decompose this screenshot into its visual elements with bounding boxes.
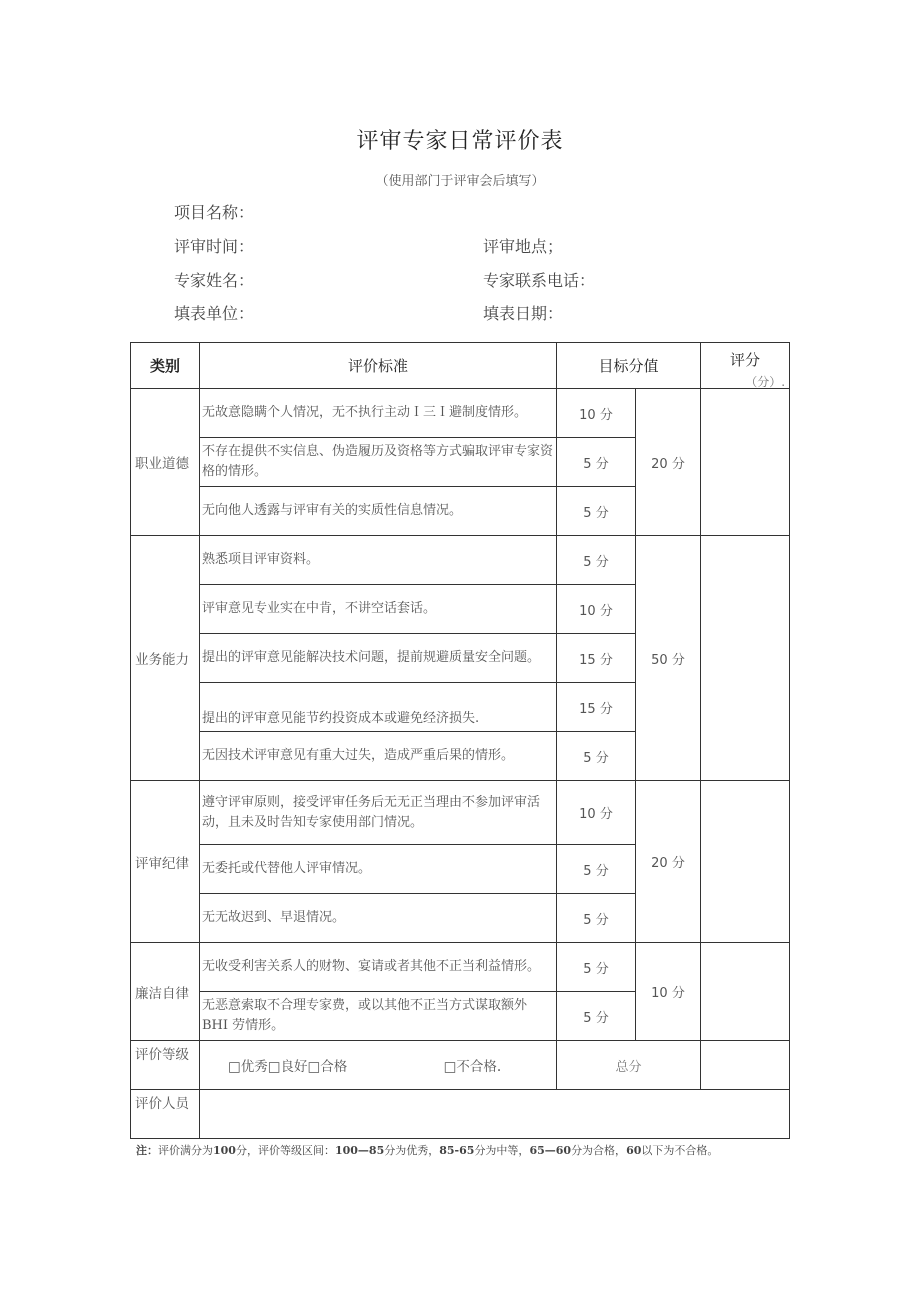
expert-phone-field[interactable]: 专家联系电话： [483,271,596,290]
note-value: 65—60 [529,1144,572,1157]
table-row [131,536,790,585]
points-cell: 5 分 [557,732,636,781]
criteria-cell: 熟悉项目评审资料。 [200,536,557,585]
note-value: 85-65 [439,1144,475,1157]
points-cell: 5 分 [557,536,636,585]
note-text: 分为优秀， [384,1144,440,1157]
score-input-cell[interactable] [701,943,790,1041]
criteria-cell: 提出的评审意见能解决技术问题，提前规避质量安全问题。 [200,634,557,683]
review-place-field[interactable]: 评审地点； [483,237,564,256]
score-input-cell[interactable] [701,781,790,943]
evaluation-table [130,342,790,1139]
page-subtitle: （使用部门于评审会后填写） [375,174,545,189]
criteria-cell: 无委托或代替他人评审情况。 [200,845,557,894]
grade-options-pass[interactable]: □优秀□良好□合格 [228,1059,348,1075]
category-integrity: 廉洁自律 [131,943,200,1041]
points-cell: 10 分 [557,585,636,634]
note-text: 评价满分为 [158,1144,213,1157]
score-input-cell[interactable] [701,389,790,536]
category-professional-ethics: 职业道德 [131,389,200,536]
points-cell: 10 分 [557,389,636,438]
note-prefix: 注： [136,1144,158,1157]
points-cell: 5 分 [557,845,636,894]
criteria-cell: 无因技术评审意见有重大过失，造成严重后果的情形。 [200,732,557,781]
section-total: 20 分 [636,781,701,943]
expert-name-field[interactable]: 专家姓名： [174,271,255,290]
note-text: 分为合格， [571,1144,627,1157]
criteria-cell: 无故意隐瞒个人情况，无不执行主动Ｉ三Ｉ避制度情形。 [200,389,557,438]
section-total: 20 分 [636,389,701,536]
points-cell: 5 分 [557,943,636,992]
points-cell: 5 分 [557,992,636,1041]
reviewer-label: 评价人员 [131,1090,200,1139]
header-target: 目标分值 [557,343,701,389]
section-total: 50 分 [636,536,701,781]
reviewer-row [131,1090,790,1139]
header-category: 类别 [131,343,200,389]
points-cell: 5 分 [557,438,636,487]
grade-option-fail[interactable]: □不合格. [443,1059,502,1075]
points-cell: 5 分 [557,487,636,536]
category-review-discipline: 评审纪律 [131,781,200,943]
header-score-unit: （分）. [745,375,786,389]
header-score-label: 评分 [730,351,761,369]
criteria-cell: 提出的评审意见能节约投资成本或避免经济损失. [200,683,557,732]
table-row [131,781,790,845]
fill-unit-field[interactable]: 填表单位： [174,304,255,323]
criteria-cell: 不存在提供不实信息、伪造履历及资格等方式骗取评审专家资格的情形。 [200,438,557,487]
total-score-input[interactable] [701,1041,790,1090]
criteria-cell: 评审意见专业实在中肯，不讲空话套话。 [200,585,557,634]
note-value: 100 [213,1144,236,1157]
points-cell: 15 分 [557,683,636,732]
grade-label: 评价等级 [131,1041,200,1090]
note-value: 100—85 [334,1144,385,1157]
fill-date-field[interactable]: 填表日期： [483,304,564,323]
table-row [131,943,790,992]
score-input-cell[interactable] [701,536,790,781]
page-title: 评审专家日常评价表 [356,129,564,154]
note-text: 分，评价等级区间： [235,1144,335,1157]
points-cell: 15 分 [557,634,636,683]
criteria-cell: 无收受利害关系人的财物、宴请或者其他不正当利益情形。 [200,943,557,992]
criteria-cell: 无向他人透露与评审有关的实质性信息情况。 [200,487,557,536]
reviewer-input[interactable] [200,1090,790,1139]
criteria-cell: 无恶意索取不合理专家费，或以其他不正当方式谋取额外 BHI 劳情形。 [200,992,557,1041]
footnote [136,1142,786,1159]
category-business-ability: 业务能力 [131,536,200,781]
project-name-field[interactable]: 项目名称： [174,203,255,222]
criteria-cell: 遵守评审原则，接受评审任务后无无正当理由不参加评审活动，且未及时告知专家使用部门情况。 [200,781,557,845]
note-text: 分为中等， [474,1144,530,1157]
review-time-field[interactable]: 评审时间： [174,237,255,256]
header-score [701,343,790,389]
grade-options[interactable] [200,1041,557,1090]
table-header-row [131,343,790,389]
points-cell: 10 分 [557,781,636,845]
grade-row [131,1041,790,1090]
total-score-label: 总分 [557,1041,701,1090]
points-cell: 5 分 [557,894,636,943]
header-criteria: 评价标准 [200,343,557,389]
section-total: 10 分 [636,943,701,1041]
table-row [131,389,790,438]
note-value: 60 [626,1144,642,1157]
criteria-cell: 无无故迟到、早退情况。 [200,894,557,943]
note-text: 以下为不合格。 [641,1144,719,1157]
